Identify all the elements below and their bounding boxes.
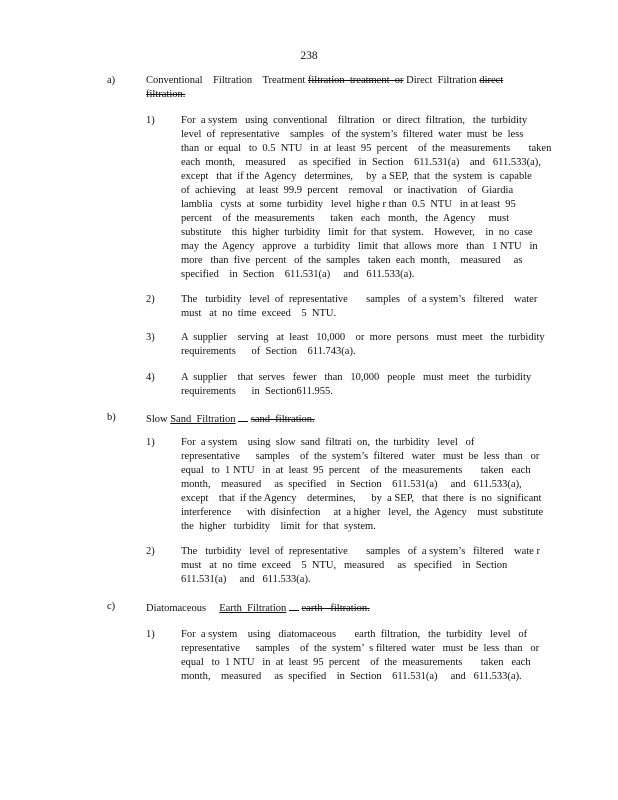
item-c1-text <box>181 628 540 684</box>
text-line: the higher turbidity limit for that system. <box>181 521 376 532</box>
text-line: percent of the measurements taken each month, the Agency must <box>181 213 510 224</box>
text-line: For a system using conventional filtration or direct filtration, the turbidity <box>181 115 528 126</box>
section-a-label: a) <box>107 75 116 86</box>
text-line: except that if the Agency determines, by a SEP, that the system is capable <box>181 171 532 182</box>
section-b-heading <box>146 411 531 427</box>
section-a-heading <box>146 74 531 102</box>
section-b-label: b) <box>107 412 116 423</box>
section-a-heading-rest: Direct Filtration <box>406 75 477 86</box>
text-line: of achieving at least 99.9 percent removal or inactivation of Giardia <box>181 185 514 196</box>
item-a2-text <box>181 293 537 321</box>
item-a2-label: 2) <box>146 294 155 305</box>
section-b-deleted-text: sand filtration. <box>250 414 315 425</box>
text-line: than or equal to 0.5 NTU in at least 95 percent of the measurements taken <box>181 143 552 154</box>
page-number: 238 <box>300 50 318 62</box>
section-b-inserted-text: Sand Filtration <box>170 414 236 425</box>
section-c-label: c) <box>107 601 116 612</box>
section-a-deleted-text-3: filtration. <box>146 89 186 100</box>
text-line: substitute this higher turbidity limit for that system. However, in no case <box>181 227 533 238</box>
item-a4-label: 4) <box>146 372 155 383</box>
text-line: must at no time exceed 5 NTU, measured as specified in Section <box>181 560 508 571</box>
item-c1-label: 1) <box>146 629 155 640</box>
underline-gap <box>238 411 248 422</box>
text-line: month, measured as specified in Section 611.531(a) and 611.533(a), <box>181 479 522 490</box>
item-b2-label: 2) <box>146 546 155 557</box>
item-a1-text <box>181 114 552 282</box>
text-line: more than five percent of the samples taken each month, measured as <box>181 255 523 266</box>
text-line: equal to 1 NTU in at least 95 percent of the measurements taken each <box>181 465 531 476</box>
text-line: level of representative samples of the system’s filtered water must be less <box>181 129 524 140</box>
text-line: representative samples of the system’ s filtered water must be less than or <box>181 643 540 654</box>
section-a-deleted-text-2: direct <box>479 75 504 86</box>
text-line: may the Agency approve a turbidity limit that allows more than 1 NTU in <box>181 241 538 252</box>
text-line: The turbidity level of representative samples of a system’s filtered wate r <box>181 546 540 557</box>
section-a-heading-text: Conventional Filtration Treatment <box>146 75 306 86</box>
item-a4-text <box>181 371 537 399</box>
item-a3-label: 3) <box>146 332 155 343</box>
text-line: lamblia cysts at some turbidity level highe r than 0.5 NTU in at least 95 <box>181 199 516 210</box>
item-a1-label: 1) <box>146 115 155 126</box>
text-line: must at no time exceed 5 NTU. <box>181 308 337 319</box>
text-line: The turbidity level of representative samples of a system’s filtered water <box>181 294 538 305</box>
text-line: A supplier that serves fewer than 10,000 people must meet the turbidity <box>181 372 532 383</box>
item-b1-text <box>181 436 544 534</box>
section-c-heading-text: Diatomaceous <box>146 603 207 614</box>
text-line: For a system using slow sand filtrati on, the turbidity level of <box>181 437 475 448</box>
text-line: month, measured as specified in Section 611.531(a) and 611.533(a). <box>181 671 522 682</box>
text-line: representative samples of the system’s filtered water must be less than or <box>181 451 540 462</box>
section-c-heading <box>146 600 531 616</box>
underline-gap <box>289 600 299 611</box>
text-line: interference with disinfection at a higher level, the Agency must substitute <box>181 507 544 518</box>
text-line: each month, measured as specified in Section 611.531(a) and 611.533(a), <box>181 157 541 168</box>
section-b-heading-text: Slow <box>146 414 168 425</box>
text-line: For a system using diatomaceous earth filtration, the turbidity level of <box>181 629 528 640</box>
item-a3-text <box>181 331 545 359</box>
item-b1-label: 1) <box>146 437 155 448</box>
text-line: A supplier serving at least 10,000 or more persons must meet the turbidity <box>181 332 545 343</box>
text-line: requirements in Section611.955. <box>181 386 333 397</box>
section-c-deleted-text: earth filtration. <box>301 603 370 614</box>
section-c-inserted-text: Earth Filtration <box>219 603 287 614</box>
text-line: except that if the Agency determines, by a SEP, that there is no significant <box>181 493 542 504</box>
text-line: requirements of Section 611.743(a). <box>181 346 356 357</box>
text-line: specified in Section 611.531(a) and 611.533(a). <box>181 269 415 280</box>
text-line: 611.531(a) and 611.533(a). <box>181 574 311 585</box>
item-b2-text <box>181 545 540 587</box>
text-line: equal to 1 NTU in at least 95 percent of the measurements taken each <box>181 657 531 668</box>
section-a-deleted-text: filtration treatment or <box>307 75 404 86</box>
